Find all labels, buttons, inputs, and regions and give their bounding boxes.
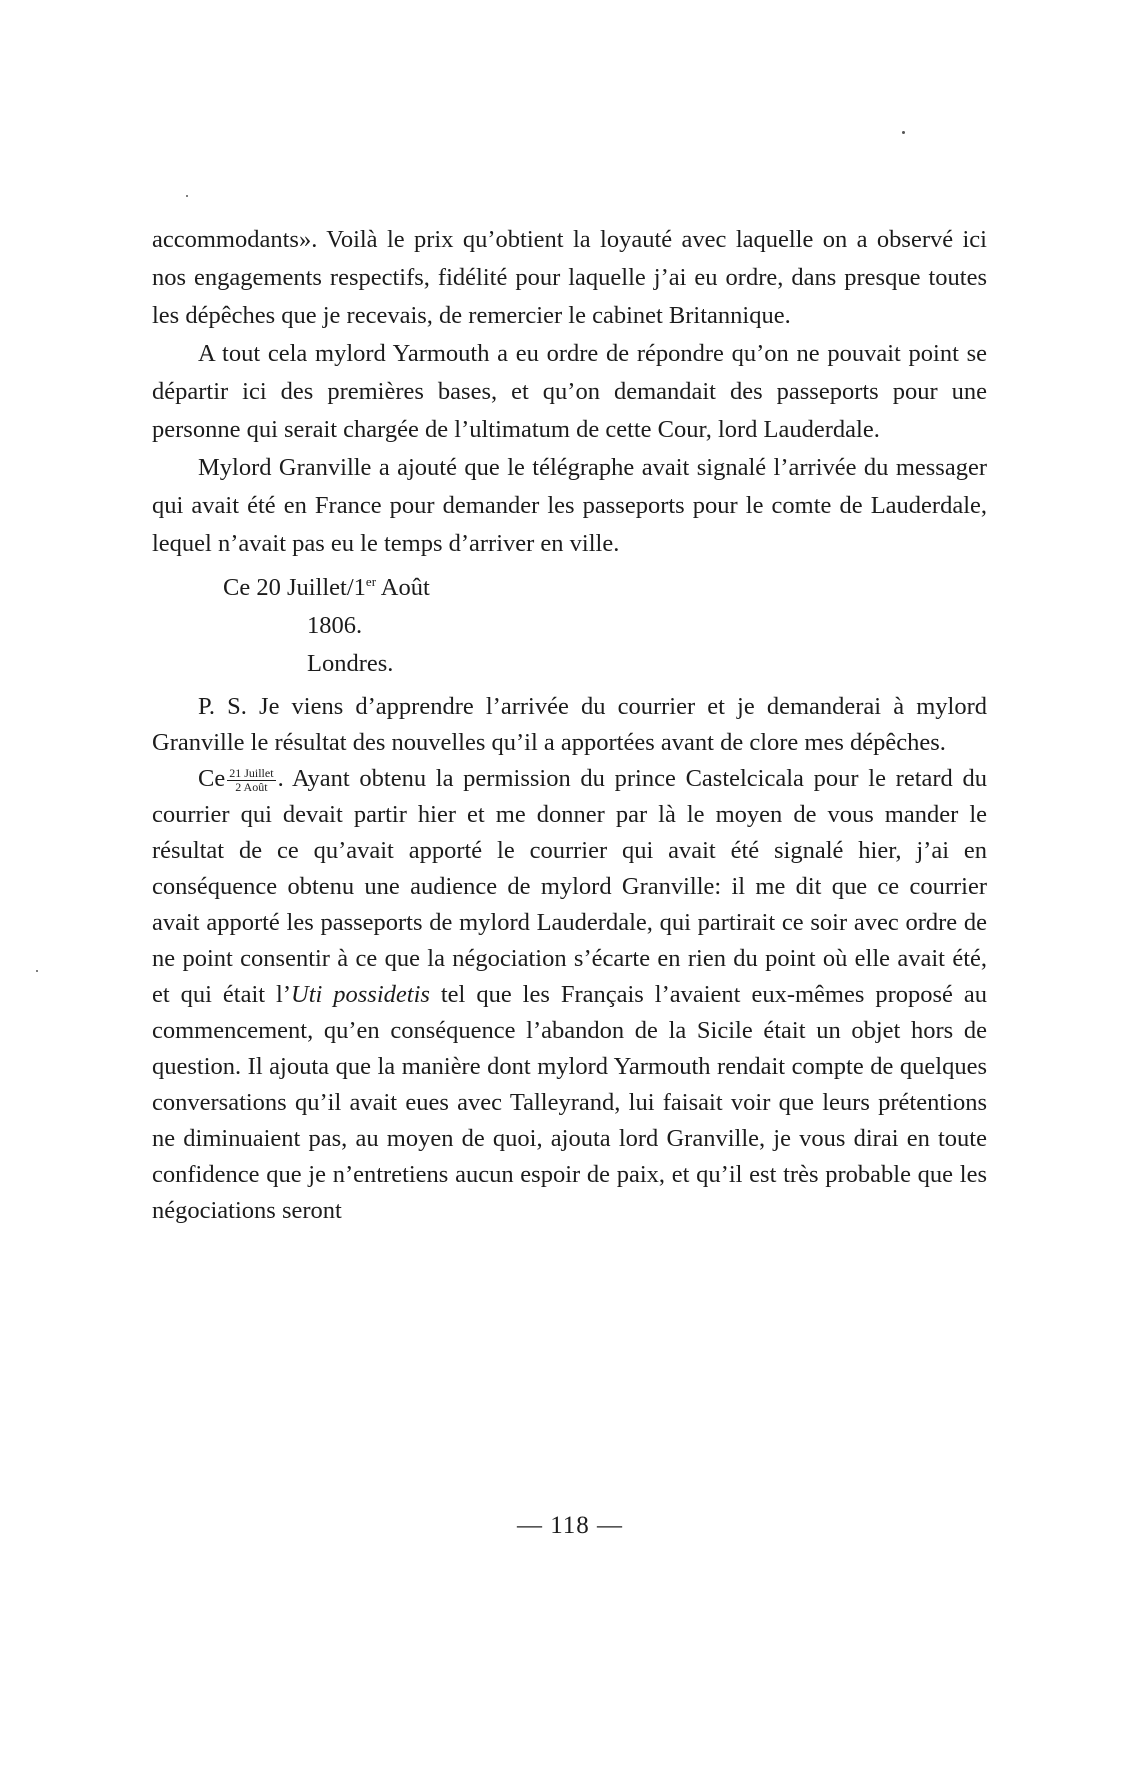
- dateline-date: Ce 20 Juillet/1er Août: [223, 574, 430, 602]
- paragraph-1: accommodants». Voilà le prix qu’obtient la loyauté avec laquelle on a observé ici nos engagements respectifs, fidélité pour laquelle j’ai eu ordre, dans presque toutes les dépêches que je recevais, de remercier le cabinet Britannique.: [152, 226, 987, 329]
- italic-phrase: Uti possidetis: [291, 981, 430, 1009]
- paragraph-3: Mylord Granville a ajouté que le télégraphe avait signalé l’arrivée du messager qui avait été en France pour demander les passeports pour le comte de Lauderdale, lequel n’avait pas eu le temps d’arriver en ville.: [152, 454, 987, 557]
- postscript: P. S. Je viens d’apprendre l’arrivée du courrier et je demanderai à mylord Granville le résultat des nouvelles qu’il a apportées avant de clore mes dépêches.: [152, 693, 987, 757]
- paper-speck: [186, 195, 188, 197]
- paper-speck: [36, 970, 38, 972]
- paragraph-2: A tout cela mylord Yarmouth a eu ordre de répondre qu’on ne pouvait point se départir ici des premières bases, et qu’on demandait des passeports pour une personne qui serait chargée de l’ultimatum de cette Cour, lord Lauderdale.: [152, 340, 987, 443]
- dateline: [152, 563, 987, 683]
- date-fraction: $\frac{\text{21 Juillet}}{\text{2 Août}}$: [229, 766, 274, 795]
- paper-speck: [902, 131, 905, 134]
- dateline-place: Londres.: [307, 650, 394, 678]
- page-number: — 118 —: [516, 1512, 624, 1539]
- paragraph-final: Ce $\frac{\text{21 Juillet}}{\text{2 Août}}$ . Ayant obtenu la permission du prince Castelcicala pour le retard du courrier qui devait partir hier et me donner par là le moyen de vous mander le résultat de ce qu’avait apporté le courrier qui avait été signalé hier, j’ai en conséquence obtenu une audience de mylord Granville: il me dit que ce courrier avait apporté les passeports de mylord Lauderdale, qui partirait ce soir avec ordre de ne point consentir à ce que la négociation s’écarte en rien du point où elle avait été, et qui était l’Uti possidetis tel que les Français l’avaient eux-mêmes proposé au commencement, qu’en conséquence l’abandon de la Sicile était un objet hors de question. Il ajouta que la manière dont mylord Yarmouth rendait compte de quelques conversations qu’il avait eues avec Talleyrand, lui faisait voir que leurs prétentions ne diminuaient pas, au moyen de quoi, ajouta lord Granville, je vous dirai en toute confidence que je n’entretiens aucun espoir de paix, et qu’il est très probable que les négociations seront: [152, 765, 987, 1225]
- body-text: [152, 221, 987, 1229]
- dateline-year: 1806.: [307, 612, 363, 640]
